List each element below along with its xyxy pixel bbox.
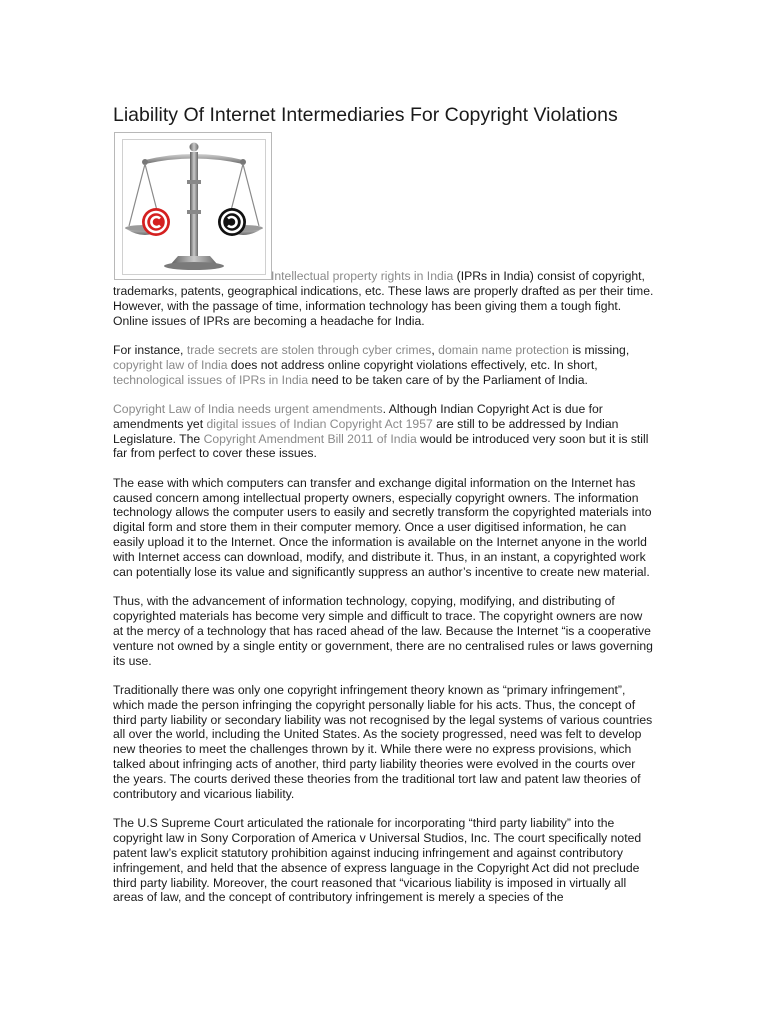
page-title: Liability Of Internet Intermediaries For Copyright Violations — [113, 104, 618, 126]
paragraph-6: Traditionally there was only one copyright infringement theory known as “primary infringement”, which made the person infringing the copyright personally liable for his acts. Thus, the concept of third party liability or secondary liability was not recognised by the legal systems of various countries all over the world, including the United States. As the society progressed, need was felt to develop new theories to meet the challenges thrown by it. While there were no express provisions, which talked about infringing acts of another, third party liability theories were evolved in the courts over the years. The courts derived these theories from the traditional tort law and patent law theories of contributory and vicarious liability. — [113, 682, 653, 801]
finial-icon — [190, 143, 199, 152]
paragraph-4: The ease with which computers can transfer and exchange digital information on the Internet has caused concern among intellectual property owners, especially copyright owners. The information technology allows the computer users to easily and secretly transform the copyrighted materials into digital form and store them in their computer memory. Once a user digitised information, he can easily upload it to the Internet. Once the information is available on the Internet anyone in the world with Internet access can download, modify, and distribute it. Thus, in an instant, a copyrighted work can potentially lose its value and significantly suppress an author’s incentive to create new material. — [113, 475, 652, 579]
paragraph-5: Thus, with the advancement of information technology, copying, modifying, and distributing of copyrighted materials has become very simple and difficult to trace. The copyright owners are now at the mercy of a technology that has raced ahead of the law. Because the Internet “is a cooperative venture not owned by a single entity or government, there are no centralised rules or laws governing its use. — [113, 594, 653, 668]
link-technological-issues[interactable]: technological issues of IPRs in India — [113, 372, 309, 387]
paragraph-7: The U.S Supreme Court articulated the rationale for incorporating “third party liability” into the copyright law in Sony Corporation of America v Universal Studios, Inc. The court specifically noted patent law’s explicit statutory prohibition against inducing infringement and against contributory infringement, and held that the absence of express language in the Copyright Act did not preclude third party liability. Moreover, the court reasoned that “vicarious liability is imposed in virtually all areas of law, and the concept of contributory infringement is merely a species of the — [113, 816, 642, 905]
paragraph-3: Copyright Law of India needs urgent amendments. Although Indian Copyright Act is due for amendments yet digital issues of Indian Copyright Act 1957 are still to be addressed by Indian Legislature. The Copyright Amendment Bill 2011 of India would be introduced very soon but it is still far from perfect to cover these issues. — [113, 401, 649, 461]
link-ipr-india[interactable]: Intellectual property rights in India — [271, 269, 454, 283]
link-copyright-law-india[interactable]: copyright law of India — [113, 357, 228, 372]
copyright-icon — [142, 208, 170, 236]
paragraph-2: For instance, trade secrets are stolen through cyber crimes, domain name protection is missing, copyright law of India does not address online copyright violations effectively, etc. In short, technological issues of IPRs in India need to be taken care of by the Parliament of India. — [113, 342, 630, 387]
copyleft-icon — [218, 208, 246, 236]
link-trade-secrets[interactable]: trade secrets are stolen through cyber crimes — [186, 342, 432, 357]
link-domain-name-protection[interactable]: domain name protection — [438, 342, 569, 357]
article-body — [113, 269, 655, 920]
scales-illustration — [123, 140, 265, 274]
column — [190, 152, 198, 256]
scales-of-justice-image — [114, 132, 272, 280]
link-amendment-bill[interactable]: Copyright Amendment Bill 2011 of India — [203, 431, 417, 446]
paragraph-1: Intellectual property rights in India (IPRs in India) consist of copyright, trademarks, patents, geographical indications, etc. These laws are properly drafted as per their time. However, with the passage of time, information technology has been giving them a tough fight. Online issues of IPRs are becoming a headache for India. — [113, 269, 654, 328]
image-inner-border — [122, 139, 266, 275]
link-copyright-amendments[interactable]: Copyright Law of India needs urgent amendments — [113, 401, 383, 416]
link-digital-issues[interactable]: digital issues of Indian Copyright Act 1957 — [206, 416, 437, 431]
